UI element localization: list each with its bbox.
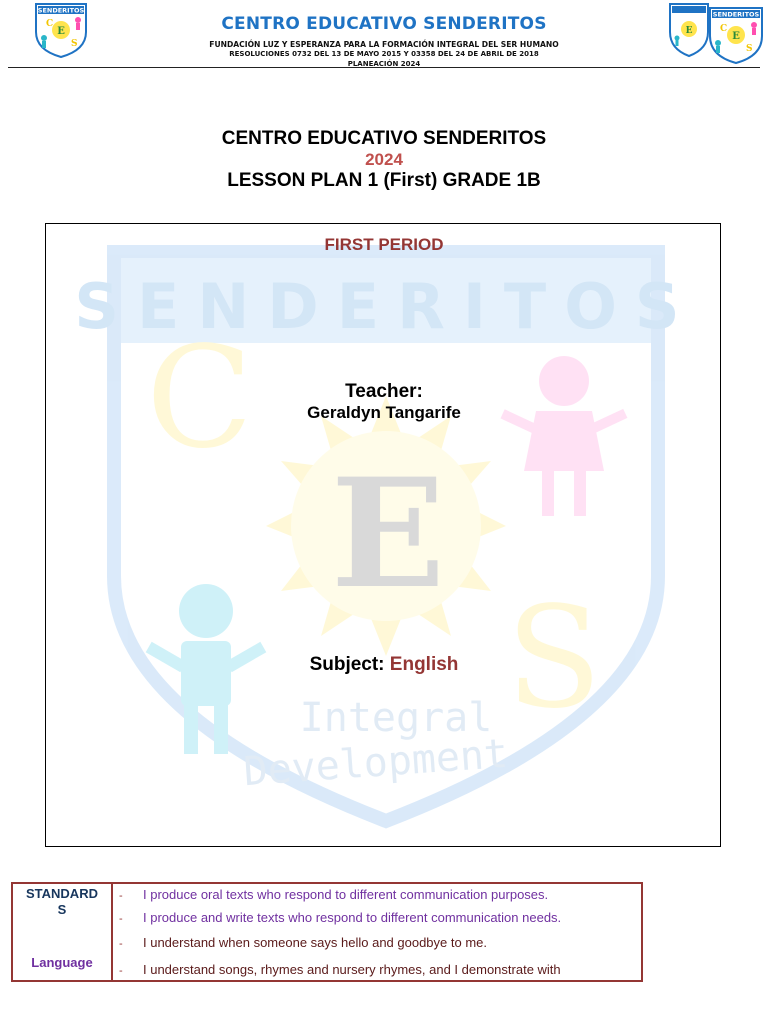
- svg-text:SENDERITOS: SENDERITOS: [712, 10, 760, 19]
- teacher-label: Teacher:: [345, 381, 423, 402]
- standard-item: - I understand songs, rhymes and nursery rhymes, and I demonstrate with: [119, 962, 561, 977]
- svg-text:E: E: [732, 31, 740, 42]
- svg-text:E: E: [685, 26, 693, 36]
- subject-label: Subject:: [309, 654, 385, 675]
- lesson-plan-title: LESSON PLAN 1 (First) GRADE 1B: [227, 170, 541, 191]
- teacher-name: Geraldyn Tangarife: [307, 403, 461, 422]
- svg-text:E: E: [330, 446, 446, 622]
- letterhead-planning-year: PLANEACIÓN 2024: [347, 60, 421, 68]
- svg-text:Integral: Integral: [299, 695, 493, 741]
- svg-text:C: C: [146, 317, 254, 480]
- svg-text:S: S: [506, 577, 602, 740]
- standards-heading: STANDARDS: [26, 886, 98, 917]
- standard-item: - I understand when someone says hello and goodbye to me.: [119, 935, 488, 950]
- svg-text:SENDERITOS: SENDERITOS: [37, 6, 85, 15]
- subject-value: English: [389, 654, 459, 675]
- document-year: 2024: [365, 150, 403, 169]
- letterhead-foundation: FUNDACIÓN LUZ Y ESPERANZA PARA LA FORMACIÓN INTEGRAL DEL SER HUMANO: [209, 40, 559, 49]
- svg-text:C: C: [46, 19, 54, 29]
- svg-text:SENDERITOS: SENDERITOS: [74, 270, 698, 343]
- cover-box: [45, 223, 721, 847]
- svg-text:S: S: [746, 44, 753, 54]
- watermark-logo-icon: [74, 246, 698, 826]
- period-label: FIRST PERIOD: [324, 235, 444, 254]
- subject-line: [46, 654, 722, 676]
- document-school-title: CENTRO EDUCATIVO SENDERITOS: [221, 128, 547, 149]
- school-logo-icon: [668, 2, 710, 58]
- letterhead-title: CENTRO EDUCATIVO SENDERITOS: [221, 14, 547, 34]
- school-logo-icon: [708, 6, 764, 64]
- svg-text:C: C: [720, 24, 728, 34]
- standard-item: - I produce oral texts who respond to different communication purposes.: [119, 887, 549, 902]
- letterhead-divider: [8, 67, 760, 68]
- standards-table: [11, 882, 643, 982]
- letterhead: [0, 0, 768, 72]
- svg-text:Development: Development: [242, 730, 510, 796]
- svg-text:S: S: [71, 39, 78, 49]
- standard-item: - I produce and write texts who respond to different communication needs.: [119, 910, 562, 925]
- svg-text:E: E: [57, 26, 65, 37]
- letterhead-resolutions: RESOLUCIONES 0732 DEL 13 DE MAYO 2015 Y 03358 DEL 24 DE ABRIL DE 2018: [229, 50, 539, 58]
- standards-category: Language: [31, 955, 93, 970]
- standards-header-cell: [13, 884, 113, 980]
